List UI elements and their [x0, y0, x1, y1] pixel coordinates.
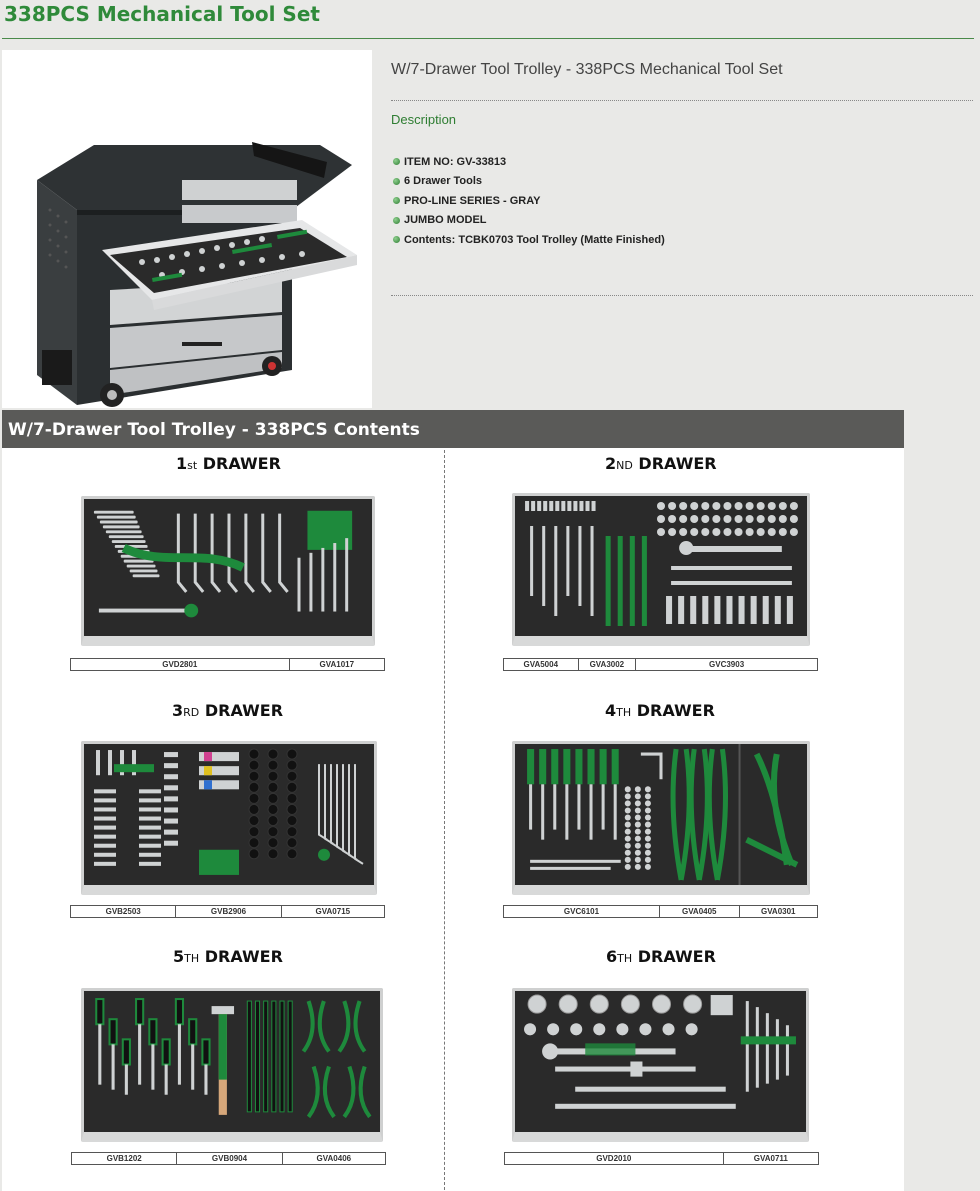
- drawer-code-table: [504, 1152, 819, 1165]
- drawer-ordinal-suffix: TH: [184, 952, 200, 965]
- spec-text: ITEM NO: GV-33813: [404, 155, 507, 168]
- bullet-icon: [393, 217, 400, 224]
- drawer-code-table: [503, 905, 818, 918]
- drawer-code: GVA5004: [504, 659, 579, 670]
- dotted-divider: [391, 295, 973, 296]
- drawer-ordinal-suffix: TH: [616, 706, 632, 719]
- spec-item: [393, 230, 665, 250]
- drawer-code: GVB0904: [177, 1153, 282, 1164]
- drawer-word: DRAWER: [202, 454, 281, 473]
- drawer-tray-image: [81, 741, 377, 895]
- spec-list: [393, 152, 665, 250]
- drawer-word: DRAWER: [204, 701, 284, 720]
- drawer-number: 1: [176, 454, 188, 473]
- drawer-code-table: [503, 658, 818, 671]
- drawer-title: [605, 454, 717, 473]
- spec-item: [393, 152, 665, 172]
- spec-text: JUMBO MODEL: [404, 214, 487, 227]
- drawer-tray-image: [81, 988, 383, 1142]
- drawer-code: GVA3002: [579, 659, 637, 670]
- drawer-code: GVA0301: [760, 907, 796, 916]
- drawer-code: GVA0406: [316, 1154, 352, 1163]
- drawer-number: 6: [606, 947, 618, 966]
- drawer-code: GVC3903: [709, 660, 745, 669]
- contents-header: [2, 410, 904, 448]
- drawer-handle: [632, 638, 690, 645]
- drawer-number: 2: [605, 454, 617, 473]
- drawer-title: [172, 701, 283, 720]
- contents-section: [2, 410, 904, 1191]
- drawer-word: DRAWER: [204, 947, 283, 966]
- dotted-divider: [391, 100, 973, 101]
- drawer-ordinal-suffix: TH: [617, 952, 633, 965]
- column-divider: [444, 450, 445, 1190]
- drawer-word: DRAWER: [637, 947, 716, 966]
- drawer-handle: [631, 1134, 689, 1141]
- drawer-handle: [199, 638, 257, 645]
- spec-item: [393, 191, 665, 211]
- spec-text: PRO-LINE SERIES - GRAY: [404, 194, 541, 207]
- title-divider: [2, 38, 974, 39]
- drawer-number: 5: [173, 947, 185, 966]
- drawer-handle: [200, 887, 258, 894]
- drawer-ordinal-suffix: st: [187, 459, 198, 472]
- drawer-code: GVA0715: [315, 907, 351, 916]
- product-name: W/7-Drawer Tool Trolley - 338PCS Mechanical Tool Set: [391, 61, 783, 78]
- drawer-code: GVB1202: [72, 1153, 177, 1164]
- drawer-code: GVC6101: [504, 906, 660, 917]
- drawer-title: [606, 947, 716, 966]
- description-heading: Description: [391, 112, 457, 127]
- drawer-code: GVA1017: [319, 660, 355, 669]
- spec-text: Contents: TCBK0703 Tool Trolley (Matte Finished): [404, 233, 665, 246]
- drawer-number: 4: [605, 701, 617, 720]
- product-image: [2, 50, 372, 408]
- drawer-tray-image: [81, 496, 375, 646]
- bullet-icon: [393, 178, 400, 185]
- contents-title: W/7-Drawer Tool Trolley - 338PCS Contents: [8, 420, 420, 440]
- drawer-code: GVD2010: [505, 1153, 724, 1164]
- bullet-icon: [393, 236, 400, 243]
- drawer-handle: [632, 887, 690, 894]
- spec-text: 6 Drawer Tools: [404, 175, 483, 188]
- drawer-code: GVA0405: [660, 906, 740, 917]
- bullet-icon: [393, 197, 400, 204]
- drawer-title: [176, 454, 281, 473]
- drawer-code-table: [70, 658, 385, 671]
- drawer-code: GVD2801: [71, 659, 290, 670]
- bullet-icon: [393, 158, 400, 165]
- spec-item: [393, 172, 665, 192]
- drawer-code-table: [70, 905, 385, 918]
- drawer-code: GVB2906: [176, 906, 281, 917]
- drawer-code-table: [71, 1152, 386, 1165]
- drawer-word: DRAWER: [636, 701, 715, 720]
- drawer-code: GVB2503: [71, 906, 176, 917]
- drawer-ordinal-suffix: RD: [183, 706, 200, 719]
- drawer-title: [173, 947, 283, 966]
- drawer-tray-image: [512, 493, 810, 646]
- spec-item: [393, 211, 665, 231]
- tool-trolley-illustration: [2, 50, 372, 408]
- drawer-tray-image: [512, 988, 809, 1142]
- drawer-word: DRAWER: [638, 454, 717, 473]
- drawer-title: [605, 701, 715, 720]
- drawer-number: 3: [172, 701, 184, 720]
- drawer-ordinal-suffix: ND: [616, 459, 633, 472]
- drawer-handle: [202, 1134, 261, 1141]
- drawer-code: GVA0711: [753, 1154, 788, 1163]
- drawer-tray-image: [512, 741, 810, 895]
- page-title: 338PCS Mechanical Tool Set: [4, 2, 320, 26]
